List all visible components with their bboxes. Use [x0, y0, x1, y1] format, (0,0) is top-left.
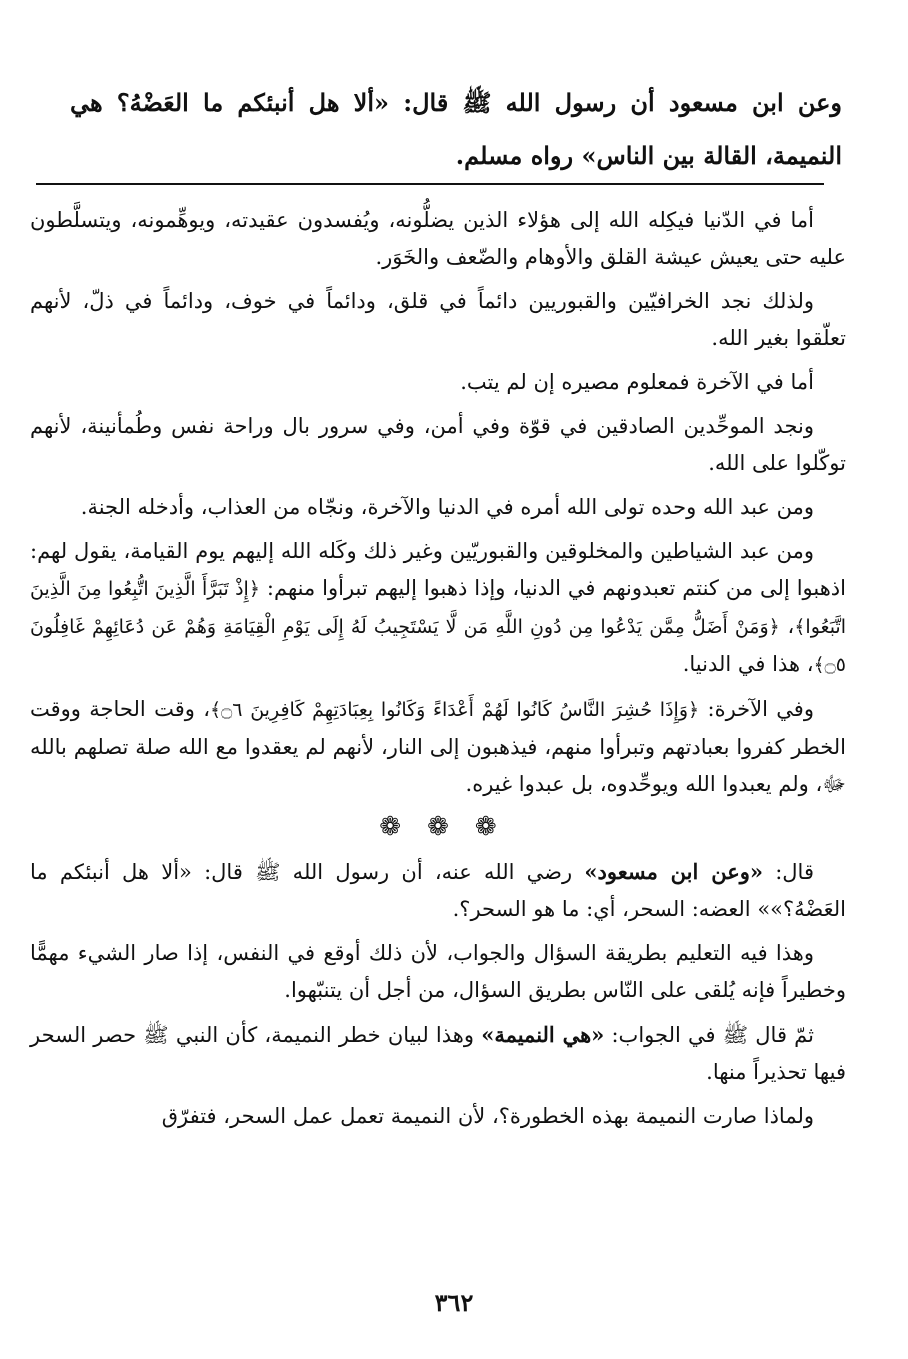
hadith-header: وعن ابن مسعود أن رسول الله ﷺ قال: «ألا هل أنبئكم ما العَضْهُ؟ هي النميمة، القالة بين الناس» رواه مسلم.: [70, 88, 842, 170]
quoted-matn: «هي النميمة»: [481, 1022, 605, 1047]
paragraph-text: وفي الآخرة:: [699, 697, 814, 721]
page-number: ٣٦٢: [434, 1288, 474, 1317]
paragraph-text: ،: [779, 614, 795, 638]
paragraph-qala: [30, 853, 846, 928]
paragraph-dunya: أما في الدّنيا فيكِله الله إلى هؤلاء الذين يضلُّونه، ويُفسدون عقيدته، ويوهِّمونه، ويتسلَّطون عليه حتى يعيش عيشة القلق والأوهام والضّعف والخَوَر.: [30, 208, 846, 269]
section-separator: [30, 807, 846, 847]
paragraph-text: ومن عبد الشياطين والمخلوقين والقبوريّين وغير ذلك وكَله الله إليهم يوم القيامة، يقول لهم: اذهبوا إلى من كنتم تعبدونهم في الدنيا، وإذا ذهبوا إليهم تبرأوا منهم:: [30, 539, 846, 600]
paragraph-abd-allah: ومن عبد الله وحده تولى الله أمره في الدنيا والآخرة، ونجّاه من العذاب، وأدخله الجنة.: [80, 495, 814, 519]
header-divider: [36, 183, 824, 185]
paragraph-text: قال:: [763, 860, 814, 884]
paragraph-akhira: أما في الآخرة فمعلوم مصيره إن لم يتب.: [460, 370, 814, 394]
paragraph-text: ، هذا في الدنيا.: [682, 652, 814, 676]
flower-ornament-icon: ❁: [427, 812, 449, 842]
quoted-matn: «وعن ابن مسعود»: [584, 859, 763, 884]
paragraph-taalim: وهذا فيه التعليم بطريقة السؤال والجواب، لأن ذلك أوقع في النفس، إذا صار الشيء مهمًّا وخطيراً فإنه يُلقى على النّاس بطريق السؤال، من أجل أن يتنبّهوا.: [30, 941, 846, 1002]
paragraph-text: ، وقت الحاجة ووقت الخطر كفروا بعبادتهم وتبرأوا منهم، فيذهبون إلى النار، لأنهم لم يعقدوا مع الله صلة تصلهم بالله ﷻ، ولم يعبدوا الله ويوحِّدوه، بل عبدوا غيره.: [30, 697, 846, 796]
flower-ornament-icon: ❁: [379, 812, 402, 842]
quran-verse: ﴿وَمَنْ أَضَلُّ مِمَّن يَدْعُوا مِن دُونِ اللَّهِ مَن لَّا يَسْتَجِيبُ لَهُ إِلَى يَوْمِ الْقِيَامَةِ وَهُمْ عَن دُعَائِهِمْ غَافِلُونَ ۝٥﴾: [30, 616, 846, 676]
paragraph-text: وهذا لبيان خطر النميمة، كأن النبي ﷺ حصر السحر فيها تحذيراً منها.: [30, 1023, 846, 1084]
commentary-body: [30, 202, 846, 1142]
paragraph-shayatin: [30, 533, 846, 684]
paragraph-akhira-quran: [30, 691, 846, 803]
paragraph-muwahhidin: ونجد الموحِّدين الصادقين في قوّة وفي أمن، وفي سرور بال وراحة نفس وطُمأنينة، لأنهم توكّلوا على الله.: [30, 414, 846, 475]
quran-verse: ﴿وَإِذَا حُشِرَ النَّاسُ كَانُوا لَهُمْ أَعْدَاءً وَكَانُوا بِعِبَادَتِهِمْ كَافِرِينَ ۝٦﴾: [210, 699, 700, 721]
quran-verse: ﴿إِذْ تَبَرَّأَ الَّذِينَ اتُّبِعُوا مِنَ الَّذِينَ اتَّبَعُوا﴾: [30, 578, 846, 638]
paragraph-text: رضي الله عنه، أن رسول الله ﷺ قال: «ألا هل أنبئكم ما العَضْهُ؟»» العضه: السحر، أي: ما هو السحر؟.: [30, 860, 846, 921]
paragraph-jawab: [30, 1016, 846, 1091]
paragraph-text: ثمّ قال ﷺ في الجواب:: [604, 1023, 814, 1047]
paragraph-khurafiyyin: ولذلك نجد الخرافيّين والقبوريين دائماً في قلق، ودائماً في خوف، ودائماً في ذلّ، لأنهم تعلّقوا بغير الله.: [30, 289, 846, 350]
paragraph-khutura: ولماذا صارت النميمة بهذه الخطورة؟، لأن النميمة تعمل عمل السحر، فتفرّق: [161, 1104, 814, 1128]
flower-ornament-icon: ❁: [474, 812, 497, 842]
